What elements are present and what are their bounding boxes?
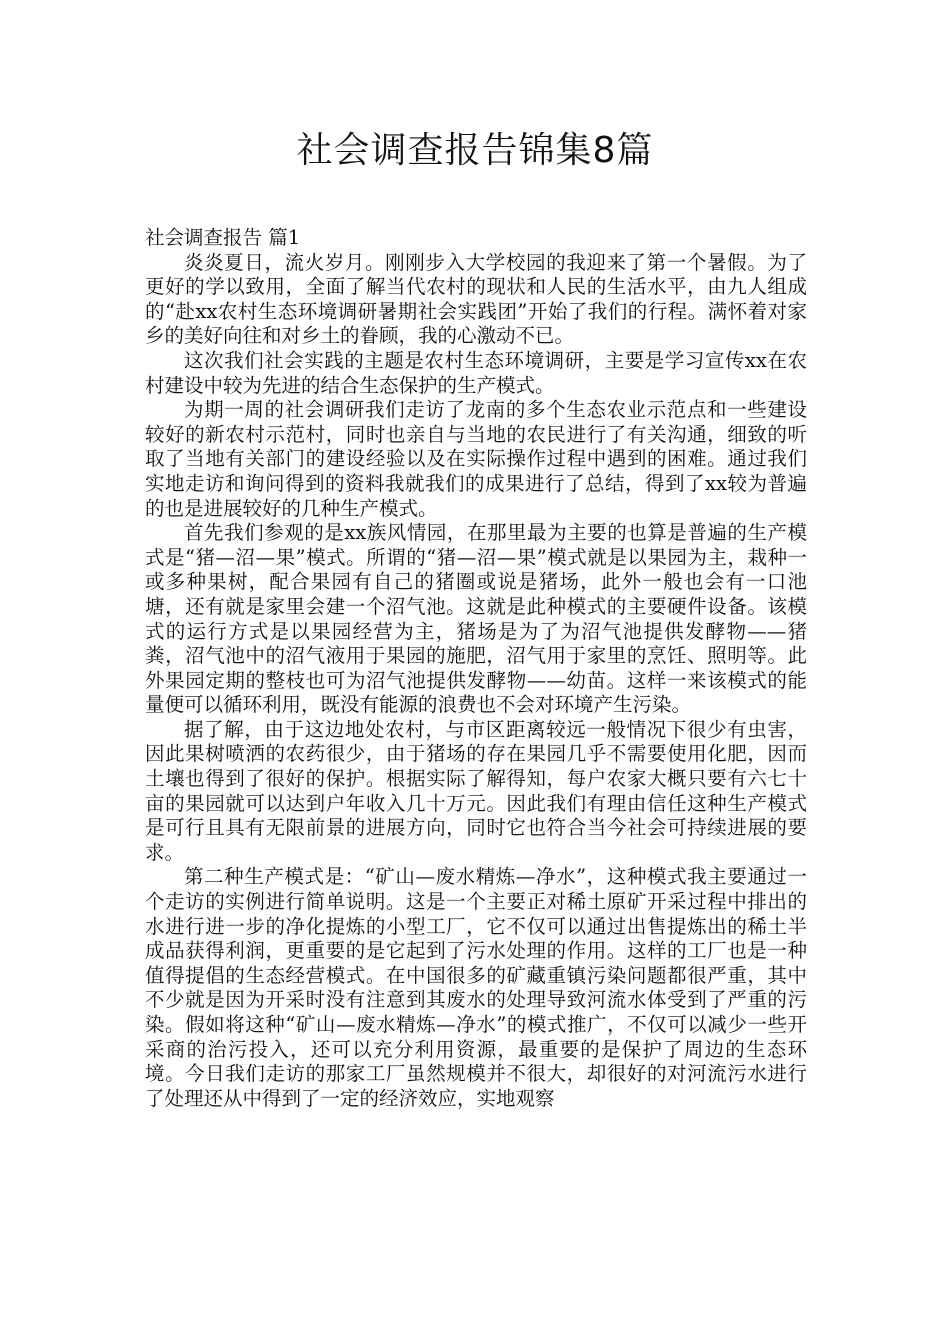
paragraph-1: 炎炎夏日，流火岁月。刚刚步入大学校园的我迎来了第一个暑假。为了更好的学以致用，全面了解当代农村的现状和人民的生活水平，由九人组成的“赴xx农村生态环境调研暑期社会实践团”开始了我们的行程。满怀着对家乡的美好向往和对乡土的眷顾，我的心激动不已。: [145, 250, 807, 348]
section-heading: 社会调查报告 篇1: [145, 226, 301, 249]
document-body: [145, 226, 807, 1111]
paragraph-2: 这次我们社会实践的主题是农村生态环境调研，主要是学习宣传xx在农村建设中较为先进的结合生态保护的生产模式。: [145, 348, 807, 397]
document-title: 社会调查报告锦集8篇: [296, 130, 654, 171]
paragraph-3: 为期一周的社会调研我们走访了龙南的多个生态农业示范点和一些建设较好的新农村示范村，同时也亲自与当地的农民进行了有关沟通，细致的听取了当地有关部门的建设经验以及在实际操作过程中遇到的困难。通过我们实地走访和询问得到的资料我就我们的成果进行了总结，得到了xx较为普遍的也是进展较好的几种生产模式。: [145, 398, 807, 520]
paragraph-6: 第二种生产模式是：“矿山—废水精炼—净水”，这种模式我主要通过一个走访的实例进行简单说明。这是一个主要正对稀土原矿开采过程中排出的水进行进一步的净化提炼的小型工厂，它不仅可以通过出售提炼出的稀土半成品获得利润，更重要的是它起到了污水处理的作用。这样的工厂也是一种值得提倡的生态经营模式。在中国很多的矿藏重镇污染问题都很严重，其中不少就是因为开采时没有注意到其废水的处理导致河流水体受到了严重的污染。假如将这种“矿山—废水精炼—净水”的模式推广，不仅可以减少一些开采商的治污投入，还可以充分利用资源，最重要的是保护了周边的生态环境。今日我们走访的那家工厂虽然规模并不很大，却很好的对河流污水进行了处理还从中得到了一定的经济效应，实地观察: [145, 865, 807, 1110]
paragraph-4: 首先我们参观的是xx族风情园，在那里最为主要的也算是普遍的生产模式是“猪—沼—果”模式。所谓的“猪—沼—果”模式就是以果园为主，栽种一或多种果树，配合果园有自己的猪圈或说是猪场，此外一般也会有一口池塘，还有就是家里会建一个沼气池。这就是此种模式的主要硬件设备。该模式的运行方式是以果园经营为主，猪场是为了为沼气池提供发酵物——猪粪，沼气池中的沼气液用于果园的施肥，沼气用于家里的烹饪、照明等。此外果园定期的整枝也可为沼气池提供发酵物——幼苗。这样一来该模式的能量便可以循环利用，既没有能源的浪费也不会对环境产生污染。: [145, 521, 807, 717]
paragraph-5: 据了解，由于这边地处农村，与市区距离较远一般情况下很少有虫害，因此果树喷洒的农药很少，由于猪场的存在果园几乎不需要使用化肥，因而土壤也得到了很好的保护。根据实际了解得知，每户农家大概只要有六七十亩的果园就可以达到户年收入几十万元。因此我们有理由信任这种生产模式是可行且具有无限前景的进展方向，同时它也符合当今社会可持续进展的要求。: [145, 717, 807, 864]
